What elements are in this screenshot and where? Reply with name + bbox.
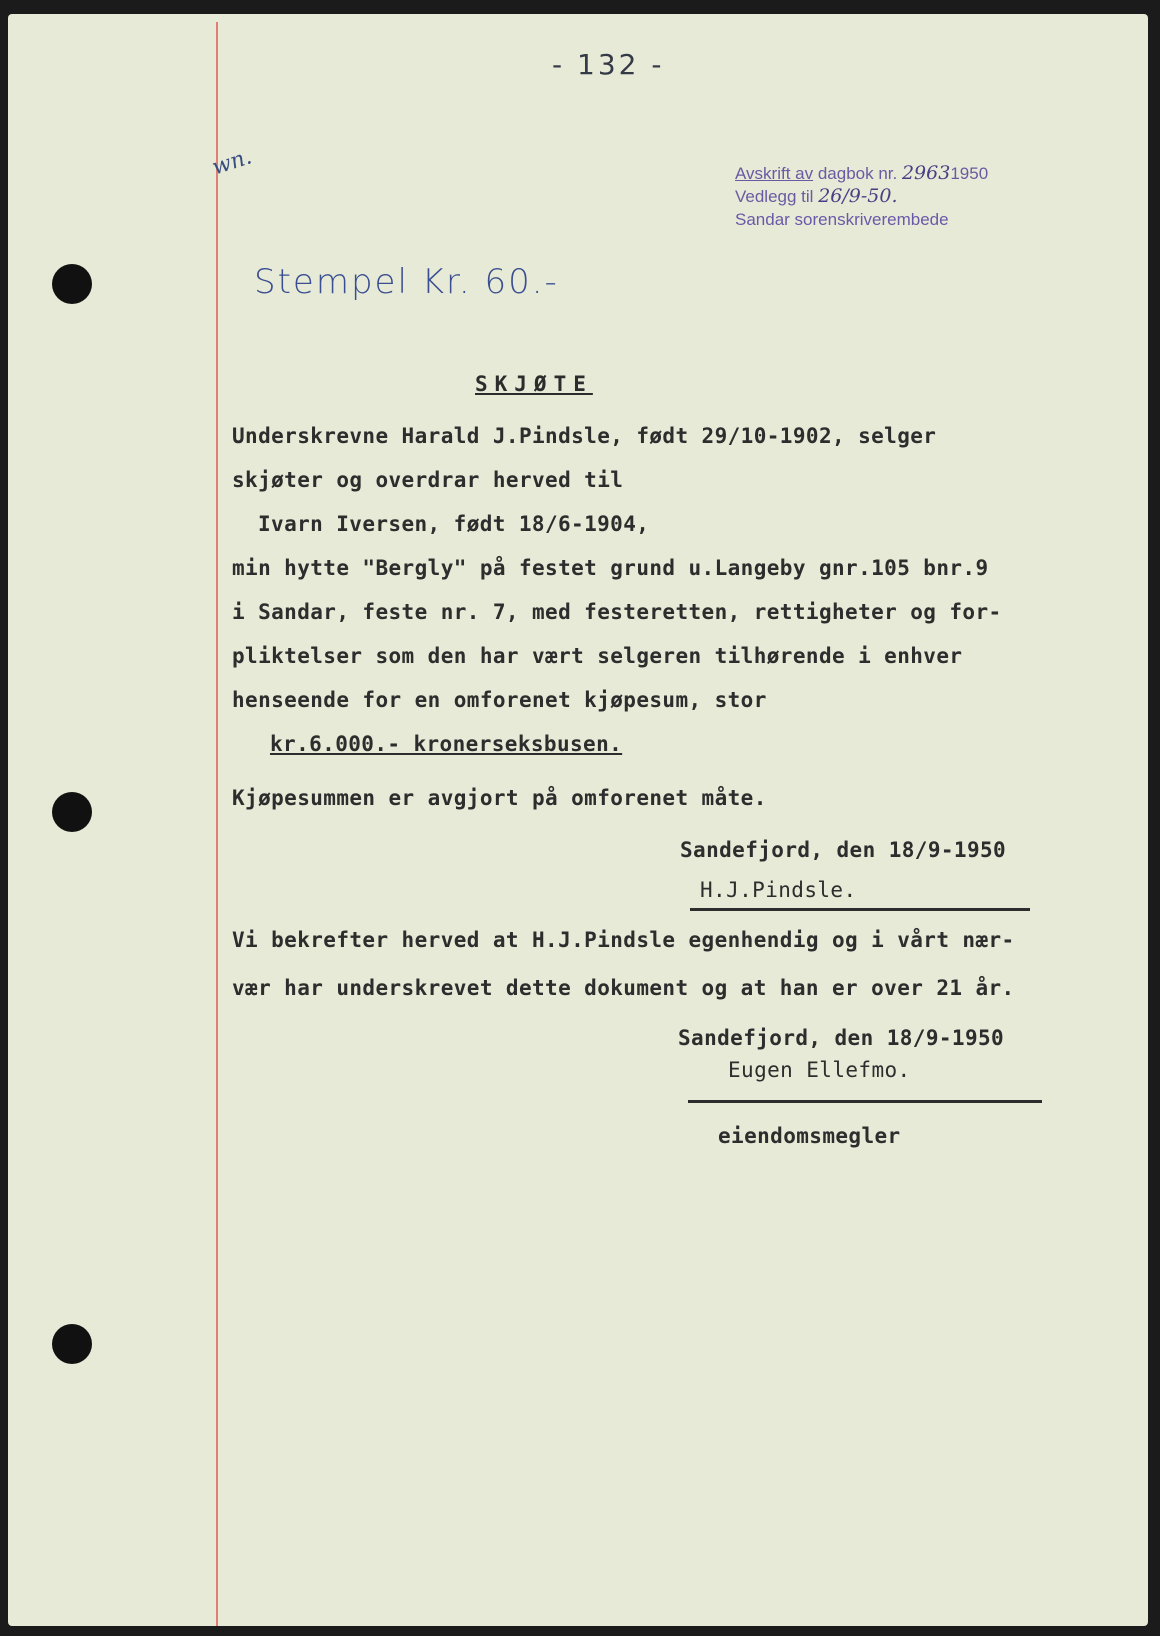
stamp-avskrift: Avskrift av	[735, 164, 814, 183]
signer-2: Eugen Ellefmo.	[728, 1058, 911, 1082]
witness-line-2: vær har underskrevet dette dokument og at han er over 21 år.	[232, 976, 1015, 1000]
punch-hole	[52, 264, 92, 304]
body-line-2: skjøter og overdrar herved til	[232, 468, 624, 492]
stamp-line-1	[735, 162, 1065, 185]
registry-stamp	[735, 162, 1065, 231]
stempel-note: Stempel Kr. 60.-	[254, 262, 559, 302]
margin-line	[216, 22, 218, 1626]
body-line-4: min hytte "Bergly" på festet grund u.Langeby gnr.105 bnr.9	[232, 556, 989, 580]
signer-2-title: eiendomsmegler	[718, 1124, 901, 1148]
document-title: SKJØTE	[475, 372, 593, 396]
place-date-1: Sandefjord, den 18/9-1950	[680, 838, 1007, 862]
punch-hole	[52, 1324, 92, 1364]
body-line-3: Ivarn Iversen, født 18/6-1904,	[258, 512, 650, 536]
punch-hole	[52, 792, 92, 832]
signature-rule-1	[690, 908, 1030, 911]
stamp-line-2	[735, 185, 1065, 208]
body-line-7: henseende for en omforenet kjøpesum, stor	[232, 688, 767, 712]
stamp-vedlegg-date: 26/9-50.	[818, 185, 898, 207]
handwritten-initials: wn.	[209, 144, 255, 181]
body-line-9: Kjøpesummen er avgjort på omforenet måte.	[232, 786, 767, 810]
body-line-6: pliktelser som den har vært selgeren tilhørende i enhver	[232, 644, 963, 668]
stamp-dagbok: dagbok nr.	[817, 164, 898, 183]
signature-rule-2	[688, 1100, 1042, 1103]
stamp-office: Sandar sorenskriverembede	[735, 210, 949, 229]
body-line-5: i Sandar, feste nr. 7, med festeretten, rettigheter og for-	[232, 600, 1002, 624]
stamp-vedlegg: Vedlegg til	[735, 187, 814, 206]
body-line-1: Underskrevne Harald J.Pindsle, født 29/10-1902, selger	[232, 424, 937, 448]
signer-1: H.J.Pindsle.	[700, 878, 857, 902]
document-page	[8, 14, 1148, 1626]
witness-line-1: Vi bekrefter herved at H.J.Pindsle egenhendig og i vårt nær-	[232, 928, 1015, 952]
stamp-dagbok-number: 2963	[901, 162, 951, 184]
stamp-year: 1950	[950, 164, 989, 183]
purchase-amount: kr.6.000.- kronerseksbusen.	[270, 732, 623, 756]
page-number: - 132 -	[552, 48, 665, 81]
place-date-2: Sandefjord, den 18/9-1950	[678, 1026, 1005, 1050]
